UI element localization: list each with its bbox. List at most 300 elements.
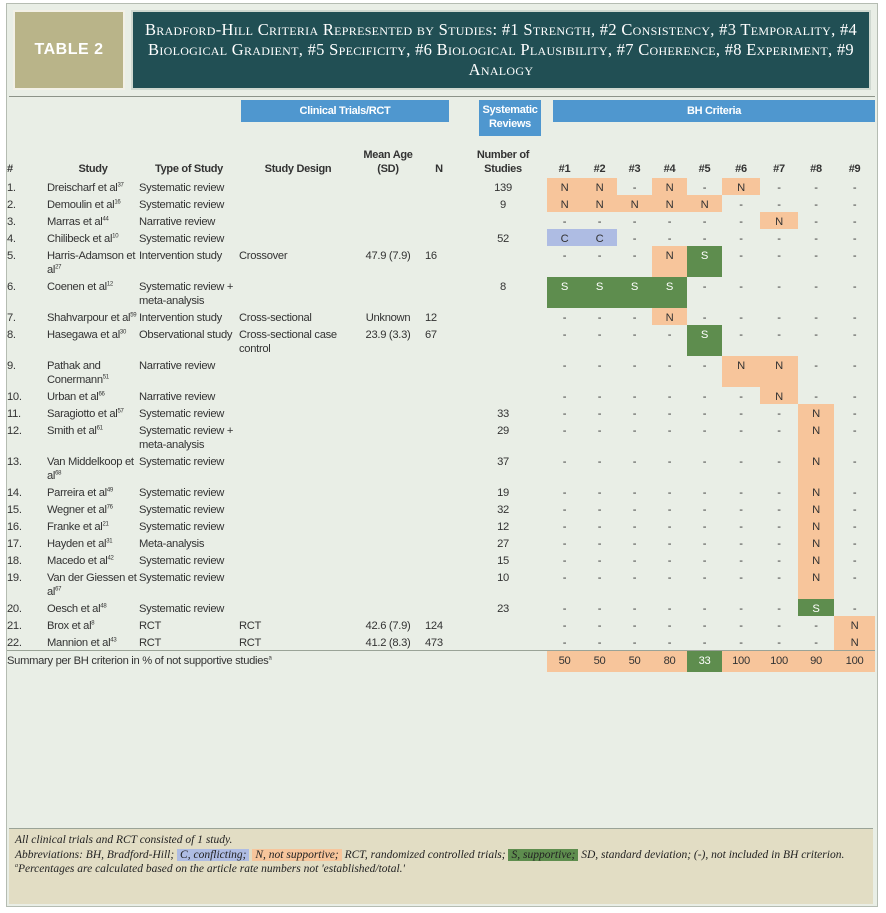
row-n [419,551,459,568]
row-type: Observational study [139,329,233,341]
bh-cell-4: - [667,555,672,567]
bh-cell-1: - [562,312,567,324]
table-footnotes [9,828,873,904]
row-age [357,195,419,212]
col-bh-4: #4 [663,163,676,175]
row-num: 19. [7,572,22,584]
bh-cell-8: N [798,452,834,483]
bh-cell-9: - [852,603,857,615]
bh-cell-1: - [562,456,567,468]
row-design: RCT [239,620,262,632]
bh-cell-3: - [632,504,637,516]
bh-cell-9: N [834,633,875,651]
footnote-line1: All clinical trials and RCT consisted of 1 study. [15,834,233,846]
row-studies [459,308,547,325]
row-n [419,212,459,229]
bh-cell-6: - [739,504,743,516]
row-num: 21. [7,620,22,632]
bh-cell-6: - [739,538,743,550]
bh-cell-1: - [562,538,567,550]
row-study: Urban et $al^{66}$ [47,391,105,403]
row-studies: 37 [497,456,509,468]
bh-cell-5: - [702,456,707,468]
col-bh-7: #7 [773,163,785,175]
row-studies: 32 [497,504,509,516]
summary-row [7,651,875,673]
bh-cell-6: - [739,281,743,293]
row-design [239,178,357,195]
row-n [419,387,459,404]
bh-cell-3: - [632,521,637,533]
row-study: Macedo et $al^{42}$ [47,555,114,567]
bh-cell-4: - [667,329,672,341]
bh-cell-8: - [814,281,818,293]
bh-cell-5: - [702,504,707,516]
bh-cell-2: - [597,603,602,615]
bh-cell-8: - [814,216,818,228]
row-type: Systematic review [139,555,225,567]
row-study: Parreira et $al^{49}$ [47,487,113,499]
bh-cell-6: - [739,408,743,420]
bh-cell-5: - [702,521,707,533]
bh-cell-7: - [777,233,781,245]
bh-cell-9: - [852,487,857,499]
row-n [419,500,459,517]
bh-cell-4: - [667,360,672,372]
row-type: Systematic review [139,182,225,194]
table-row [7,517,875,534]
table-row [7,387,875,404]
summary-label: Summary per BH criterion in % of not supportive studies$^a$ [7,651,547,673]
bh-cell-3: - [632,425,637,437]
row-design [239,421,357,452]
row-age [357,421,419,452]
row-design [239,212,357,229]
row-n [419,421,459,452]
bh-cell-1: - [562,391,567,403]
row-type: RCT [139,620,162,632]
bh-cell-8: N [798,483,834,500]
col-bh-1: #1 [558,163,571,175]
bh-cell-6: - [739,637,743,649]
row-studies: 139 [494,182,512,194]
row-n [419,178,459,195]
table-row [7,551,875,568]
row-studies [459,325,547,356]
col-bh-6: #6 [735,163,747,175]
table-row [7,534,875,551]
table-row [7,483,875,500]
row-type: Systematic review [139,456,225,468]
bh-cell-2: - [597,360,602,372]
bh-cell-2: - [597,329,602,341]
row-num: 16. [7,521,22,533]
bh-cell-3: S [617,277,652,308]
row-type: Systematic review [139,199,225,211]
table-row [7,500,875,517]
bh-cell-4: - [667,391,672,403]
bh-cell-5: - [702,281,707,293]
summary-value: 50 [582,651,617,673]
legend-conflicting: C, conflicting; [177,849,249,861]
row-type: RCT [139,637,162,649]
row-studies: 52 [497,233,509,245]
bh-cell-3: - [632,360,637,372]
bh-cell-4: S [652,277,687,308]
row-studies: 27 [497,538,509,550]
row-design: Cross-sectional [239,312,312,324]
col-age: Mean Age (SD) [363,149,413,175]
row-study: Demoulin et $al^{16}$ [47,199,121,211]
bh-cell-8: - [814,360,818,372]
row-num: 8. [7,329,16,341]
bh-cell-7: - [777,620,781,632]
bh-cell-5: - [702,360,707,372]
bh-cell-1: C [547,229,582,246]
bh-cell-1: N [547,178,582,195]
bh-cell-9: N [834,616,875,633]
bh-cell-7: - [777,250,781,262]
row-study: Shahvarpour et $al^{59}$ [47,312,137,324]
row-study: Chilibeck et $al^{10}$ [47,233,119,245]
bh-cell-3: - [632,603,637,615]
bh-cell-2: - [597,521,602,533]
row-age [357,568,419,599]
row-studies [459,633,547,651]
row-studies: 9 [500,199,506,211]
bh-cell-4: - [667,233,672,245]
row-age [357,212,419,229]
row-type: Intervention study [139,312,222,324]
bh-cell-9: - [852,312,857,324]
row-study: Mannion et $al^{43}$ [47,637,117,649]
bh-cell-5: - [702,312,707,324]
bh-cell-6: - [739,391,743,403]
row-num: 3. [7,216,16,228]
table-row [7,616,875,633]
bh-cell-8: - [814,233,818,245]
bh-cell-3: - [632,216,637,228]
bh-cell-1: - [562,603,567,615]
bh-cell-9: - [852,572,857,584]
table-row [7,421,875,452]
bh-cell-1: N [547,195,582,212]
row-type: Narrative review [139,391,216,403]
bh-cell-4: - [667,572,672,584]
row-age [357,178,419,195]
row-design: Crossover [239,250,288,262]
row-age [357,356,419,387]
bh-cell-4: - [667,456,672,468]
row-num: 1. [7,182,16,194]
bh-cell-3: - [632,555,637,567]
row-design [239,551,357,568]
row-studies [459,387,547,404]
bh-cell-1: - [562,637,567,649]
bh-cell-2: - [597,391,602,403]
table-row [7,568,875,599]
header-divider [9,96,875,97]
row-n [419,534,459,551]
bh-cell-7: - [777,637,781,649]
bh-cell-5: - [702,391,707,403]
row-study: Van Middelkoop et $al^{68}$ [47,456,134,482]
bh-cell-1: - [562,555,567,567]
row-studies [459,212,547,229]
row-studies: 29 [497,425,509,437]
table-row [7,212,875,229]
row-design [239,500,357,517]
group-clinical-trials: Clinical Trials/RCT [241,100,449,122]
row-design [239,534,357,551]
row-num: 9. [7,360,16,372]
bh-cell-8: N [798,568,834,599]
row-type: Narrative review [139,360,216,372]
row-studies: 33 [497,408,509,420]
row-age [357,483,419,500]
bh-cell-6: N [722,356,760,387]
summary-value: 100 [722,651,760,673]
bh-cell-5: S [687,246,722,277]
row-studies [459,616,547,633]
bh-cell-9: - [852,360,857,372]
row-design [239,387,357,404]
bh-cell-3: - [632,391,637,403]
row-num: 6. [7,281,16,293]
row-design: RCT [239,637,262,649]
bh-cell-4: - [667,603,672,615]
bh-cell-6: - [739,233,743,245]
bh-cell-7: - [777,603,781,615]
bh-cell-5: - [702,182,707,194]
bh-cell-9: - [852,182,857,194]
column-header-row [7,136,875,178]
bh-cell-8: N [798,534,834,551]
row-num: 13. [7,456,22,468]
row-studies [459,356,547,387]
table-row [7,308,875,325]
row-num: 18. [7,555,22,567]
row-age: Unknown [365,312,411,324]
bh-cell-3: - [632,637,637,649]
row-design [239,229,357,246]
bh-cell-6: - [739,620,743,632]
row-age [357,517,419,534]
bh-cell-6: - [739,521,743,533]
row-num: 17. [7,538,22,550]
bh-cell-1: - [562,425,567,437]
row-age [357,599,419,616]
bh-cell-2: - [597,620,602,632]
row-n [419,517,459,534]
bh-cell-4: N [652,178,687,195]
bh-cell-6: - [739,425,743,437]
bh-cell-3: - [632,572,637,584]
row-study: Franke et $al^{21}$ [47,521,109,533]
row-num: 14. [7,487,22,499]
bh-cell-7: N [760,212,798,229]
row-n [419,195,459,212]
bh-cell-3: - [632,620,637,632]
bh-cell-8: N [798,404,834,421]
row-study: Hasegawa et $al^{30}$ [47,329,126,341]
row-design [239,404,357,421]
col-bh-3: #3 [628,163,641,175]
bh-cell-2: - [597,572,602,584]
bh-cell-7: - [777,312,781,324]
row-age [357,229,419,246]
row-num: 15. [7,504,22,516]
bh-cell-3: - [632,312,637,324]
summary-value: 90 [798,651,834,673]
criteria-table [7,100,875,672]
table-row [7,178,875,195]
bh-cell-2: - [597,216,602,228]
col-bh-8: #8 [810,163,822,175]
bh-cell-5: - [702,233,707,245]
row-n: 16 [425,250,437,262]
bh-cell-7: N [760,356,798,387]
row-age: 42.6 (7.9) [365,620,411,632]
row-num: 11. [7,408,21,420]
bh-cell-1: S [547,277,582,308]
bh-cell-8: N [798,500,834,517]
bh-cell-6: - [739,572,743,584]
bh-cell-5: S [687,325,722,356]
row-study: Marras et $al^{44}$ [47,216,109,228]
row-n [419,568,459,599]
bh-cell-9: - [852,456,857,468]
bh-cell-8: - [814,391,818,403]
bh-cell-6: - [739,199,743,211]
row-studies: 10 [497,572,509,584]
row-design [239,517,357,534]
row-study: Van der Giessen et $al^{67}$ [47,572,137,598]
bh-cell-3: - [632,456,637,468]
bh-cell-2: - [597,504,602,516]
footnote-percent-note: $^a$Percentages are calculated based on the article rate numbers not 'established/total.' [15,863,406,875]
bh-cell-1: - [562,620,567,632]
row-type: Systematic review [139,504,225,516]
bh-cell-3: - [632,233,637,245]
bh-cell-5: - [702,487,707,499]
bh-cell-7: - [777,182,781,194]
bh-cell-9: - [852,250,857,262]
bh-cell-7: - [777,199,781,211]
bh-cell-9: - [852,281,857,293]
row-studies: 12 [497,521,509,533]
table-header [9,6,875,94]
row-study: Saragiotto et $al^{57}$ [47,408,124,420]
col-bh-5: #5 [698,163,711,175]
bh-cell-3: - [632,250,637,262]
col-n: N [435,163,443,175]
bh-cell-7: - [777,408,781,420]
footnote-abbreviations: Abbreviations: BH, Bradford-Hill; C, conflicting; N, not supportive; RCT, randomized controlled trials; S, supportive; SD, standard deviation; (-), not included in BH criterion. [15,848,845,861]
bh-cell-1: - [562,572,567,584]
bh-cell-5: - [702,620,707,632]
bh-cell-8: - [814,312,818,324]
table-row [7,404,875,421]
bh-cell-1: - [562,521,567,533]
bh-cell-5: - [702,538,707,550]
table-body [7,178,875,651]
row-design [239,277,357,308]
bh-cell-2: N [582,178,617,195]
row-study: Wegner et $al^{76}$ [47,504,113,516]
table-title: Bradford-Hill Criteria Represented by Studies: #1 Strength, #2 Consistency, #3 Temporality, #4 Biological Gradient, #5 Specificity, #6 Biological Plausibility, #7 Coherence, #8 Experiment, #9 Analogy [131,10,871,90]
row-type: Systematic review [139,408,225,420]
bh-cell-7: - [777,504,781,516]
row-n [419,356,459,387]
row-age [357,534,419,551]
row-studies: 8 [500,281,506,293]
table-row [7,633,875,651]
row-design [239,195,357,212]
bh-cell-1: - [562,216,567,228]
row-study: Dreischarf et $al^{37}$ [47,182,124,194]
row-study: Brox et $al^8$ [47,620,95,632]
row-type: Systematic review + meta-analysis [139,281,234,307]
row-type: Meta-analysis [139,538,205,550]
legend-not-supportive: N, not supportive; [252,849,341,861]
table-row [7,356,875,387]
bh-cell-9: - [852,521,857,533]
row-num: 2. [7,199,16,211]
table-row [7,229,875,246]
bh-cell-5: - [702,603,707,615]
bh-cell-7: - [777,425,781,437]
row-design: Cross-sectional case control [239,329,337,355]
bh-cell-8: - [814,637,818,649]
summary-value: 100 [834,651,875,673]
bh-cell-6: - [739,456,743,468]
summary-value: 80 [652,651,687,673]
bh-cell-6: - [739,250,743,262]
col-bh-9: #9 [848,163,861,175]
bh-cell-8: S [798,599,834,616]
row-study: Pathak and Conermann$^{51}$ [47,360,109,386]
row-age [357,277,419,308]
bh-cell-9: - [852,408,857,420]
group-bh-criteria: BH Criteria [553,100,875,122]
col-type: Type of Study [154,163,223,175]
bh-cell-2: - [597,408,602,420]
row-n [419,229,459,246]
row-age [357,452,419,483]
row-num: 7. [7,312,16,324]
bh-cell-7: - [777,521,781,533]
table-row [7,277,875,308]
row-design [239,356,357,387]
col-bh-2: #2 [593,163,606,175]
bh-cell-1: - [562,329,567,341]
bh-cell-4: - [667,487,672,499]
bh-cell-2: - [597,250,602,262]
bh-cell-4: - [667,425,672,437]
bh-cell-8: N [798,551,834,568]
bh-cell-4: N [652,246,687,277]
bh-cell-2: - [597,555,602,567]
bh-cell-3: N [617,195,652,212]
bh-cell-5: - [702,425,707,437]
bh-cell-2: - [597,487,602,499]
bh-cell-7: - [777,281,781,293]
row-num: 12. [7,425,22,437]
bh-cell-1: - [562,250,567,262]
bh-cell-2: S [582,277,617,308]
bh-cell-7: - [777,456,781,468]
